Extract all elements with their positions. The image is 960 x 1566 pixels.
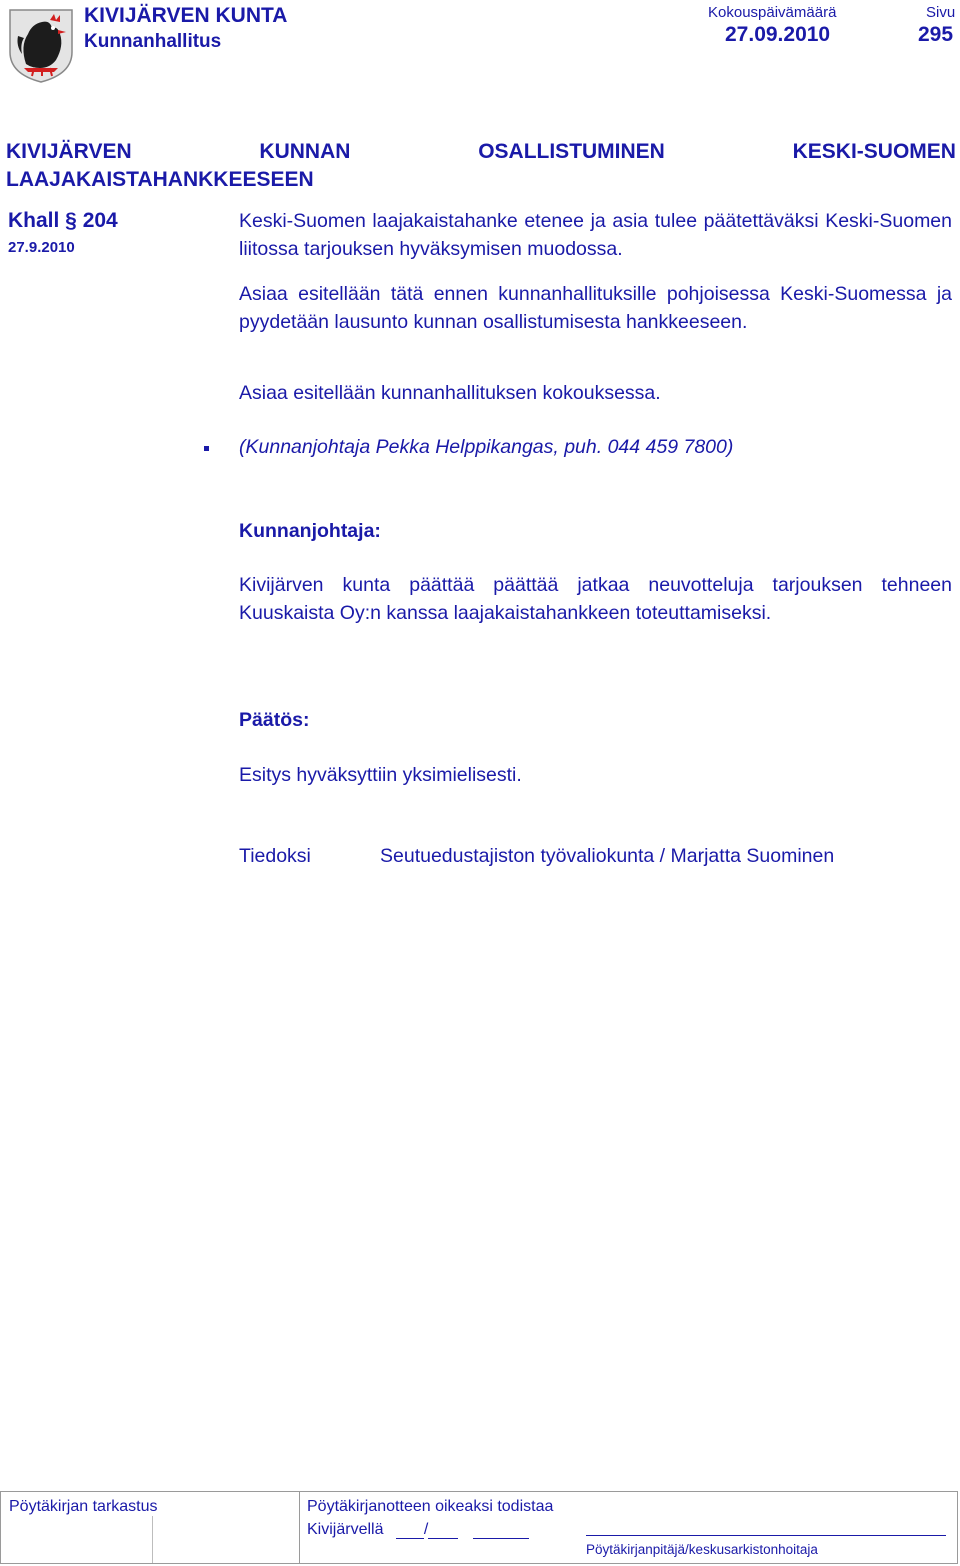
section-date: 27.9.2010 [8, 239, 75, 256]
paragraph-meeting: Asiaa esitellään kunnanhallituksen kokouksessa. [239, 382, 661, 404]
section-reference: Khall § 204 [8, 209, 118, 232]
title-word: KUNNAN [259, 140, 351, 163]
document-title [6, 138, 956, 194]
month-blank [428, 1524, 458, 1539]
review-label: Pöytäkirjan tarkastus [9, 1498, 158, 1515]
footer-inner-divider [152, 1516, 153, 1563]
page-number: 295 [918, 23, 954, 46]
title-word: OSALLISTUMINEN [478, 140, 665, 163]
board-name: Kunnanhallitus [84, 31, 222, 52]
meeting-date: 27.09.2010 [725, 23, 831, 46]
title-word: KIVIJÄRVEN [6, 140, 132, 163]
title-line-2: LAAJAKAISTAHANKKEESEEN [6, 168, 314, 191]
page-label: Sivu [926, 4, 956, 21]
meeting-date-label: Kokouspäivämäärä [708, 4, 837, 21]
municipal-coat-of-arms-icon [6, 6, 76, 84]
year-blank [473, 1524, 529, 1539]
proposal-text: Kivijärven kunta päättää päättää jatkaa neuvotteluja tarjouksen tehneen Kuuskaista Oy:n kanssa laajakaistahankkeen toteuttamiseksi. [239, 574, 952, 624]
signature-footer [0, 1491, 958, 1564]
decision-text: Esitys hyväksyttiin yksimielisesti. [239, 764, 522, 786]
contact-info: (Kunnanjohtaja Pekka Helppikangas, puh. 044 459 7800) [239, 436, 734, 458]
organization-name: KIVIJÄRVEN KUNTA [84, 4, 288, 27]
paragraph-background: Keski-Suomen laajakaistahanke etenee ja asia tulee päätettäväksi Keski-Suomen liitossa tarjouksen hyväksymisen muodossa. [239, 210, 952, 260]
notify-recipients: Seutuedustajiston työvaliokunta / Marjatta Suominen [380, 845, 835, 867]
certified-copy-label: Pöytäkirjanotteen oikeaksi todistaa [307, 1498, 554, 1515]
day-blank [396, 1524, 424, 1539]
proposal-heading: Kunnanjohtaja: [239, 520, 381, 542]
bullet-icon [204, 446, 209, 451]
decision-heading: Päätös: [239, 709, 310, 731]
date-separator: / [423, 1521, 429, 1538]
notify-label: Tiedoksi [239, 845, 311, 867]
signature-line [586, 1535, 946, 1536]
footer-divider [299, 1492, 300, 1563]
signer-title: Pöytäkirjanpitäjä/keskusarkistonhoitaja [586, 1542, 818, 1557]
place-name: Kivijärvellä [307, 1521, 384, 1538]
paragraph-presentation: Asiaa esitellään tätä ennen kunnanhallituksille pohjoisessa Keski-Suomessa ja pyydetään lausunto kunnan osallistumisesta hankkeeseen. [239, 283, 952, 333]
title-line-1 [6, 138, 956, 166]
place-date-line [307, 1521, 529, 1539]
title-word: KESKI-SUOMEN [792, 140, 956, 163]
